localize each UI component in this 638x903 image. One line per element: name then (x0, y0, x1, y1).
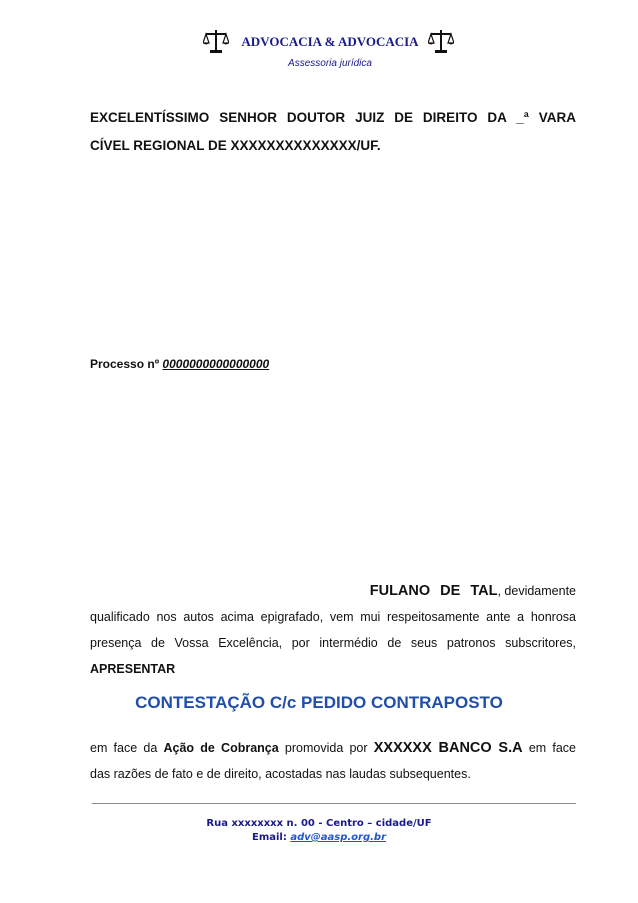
bank-name: XXXXXX BANCO S.A (373, 740, 523, 756)
addressee-line-1: EXCELENTÍSSIMO SENHOR DOUTOR JUIZ DE DIREITO DA _ª VARA (90, 110, 576, 125)
addressee-line-2: CÍVEL REGIONAL DE XXXXXXXXXXXXXX/UF. (90, 138, 381, 153)
process-number-value: 0000000000000000 (162, 357, 270, 371)
footer-email-link[interactable]: adv@aasp.org.br (290, 832, 387, 843)
closing-line-2: das razões de fato e de direito, acostadas nas laudas subsequentes. (90, 767, 471, 781)
party-after-name: , devidamente (497, 584, 576, 598)
footer-email-label: Email: (251, 832, 287, 843)
footer-divider (92, 803, 576, 804)
process-number (90, 357, 269, 371)
closing-paragraph (90, 735, 576, 787)
document-title: CONTESTAÇÃO C/c PEDIDO CONTRAPOSTO (135, 693, 503, 712)
closing-mid: promovida por (284, 741, 368, 755)
closing-post: em face (528, 741, 576, 755)
footer-address: Rua xxxxxxxx n. 00 - Centro – cidade/UF (206, 818, 432, 829)
process-label: Processo nº (90, 357, 160, 371)
footer (0, 817, 638, 845)
party-body-line-1: qualificado nos autos acima epigrafado, vem mui respeitosamente ante a honrosa (90, 610, 576, 624)
scales-of-justice-icon (428, 28, 454, 54)
party-name: FULANO DE TAL (369, 583, 498, 599)
scales-of-justice-icon (203, 28, 229, 54)
closing-first-line (90, 735, 576, 761)
apresentar-label: APRESENTAR (90, 662, 176, 676)
letterhead (0, 28, 638, 78)
party-paragraph (90, 578, 576, 682)
party-body-line-2: presença de Vossa Excelência, por intermédio de seus patronos subscritores, (90, 636, 576, 650)
firm-subtitle: Assessoria jurídica (288, 58, 372, 69)
closing-pre: em face da (90, 741, 158, 755)
firm-name: ADVOCACIA & ADVOCACIA (241, 34, 419, 49)
party-first-line (90, 578, 576, 604)
court-addressee (90, 104, 576, 160)
footer-email-line (0, 831, 638, 845)
action-name: Ação de Cobrança (163, 741, 279, 755)
